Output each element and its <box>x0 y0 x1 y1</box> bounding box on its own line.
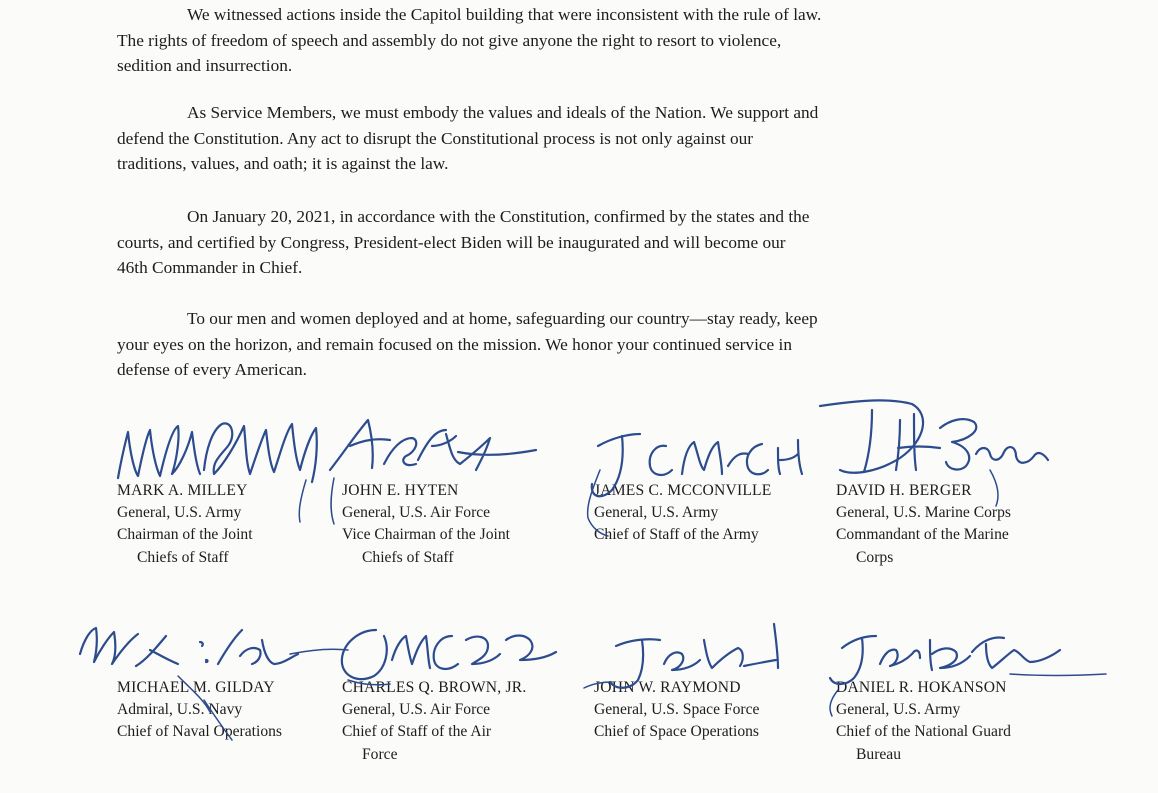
signatory-rank: General, U.S. Army <box>836 701 961 719</box>
signatory-title: Chiefs of Staff <box>362 548 454 566</box>
signatory-rank: Admiral, U.S. Navy <box>117 701 243 719</box>
paragraph-line: defense of every American. <box>117 360 308 379</box>
signature-block-mcconville <box>594 480 834 547</box>
signatory-title: Chief of Space Operations <box>594 723 759 741</box>
signatory-rank: General, U.S. Space Force <box>594 701 760 719</box>
paragraph-line: courts, and certified by Congress, President-elect Biden will be inaugurated and will become our <box>117 232 786 252</box>
paragraph-line: We witnessed actions inside the Capitol building that were inconsistent with the rule of law. <box>187 5 822 24</box>
signatory-title: Chief of Staff of the Air <box>342 723 492 741</box>
signatory-name: JAMES C. MCCONVILLE <box>594 482 772 499</box>
signatory-rank: General, U.S. Marine Corps <box>836 504 1011 522</box>
paragraph-line: your eyes on the horizon, and remain focused on the mission. We honor your continued service in <box>117 334 792 354</box>
letter-paragraph <box>117 100 1017 177</box>
signatory-title: Corps <box>856 548 894 566</box>
signature-block-brown <box>342 677 582 766</box>
signatory-name: JOHN W. RAYMOND <box>594 679 741 696</box>
paragraph-line: 46th Commander in Chief. <box>117 258 303 277</box>
signatory-title: Chief of the National Guard <box>836 723 1011 741</box>
signatory-name: MARK A. MILLEY <box>117 482 248 499</box>
signatory-name: MICHAEL M. GILDAY <box>117 679 275 696</box>
signatory-rank: General, U.S. Air Force <box>342 504 491 522</box>
signatory-rank: General, U.S. Air Force <box>342 701 491 719</box>
signatory-name: JOHN E. HYTEN <box>342 482 459 499</box>
signatory-title: Chief of Staff of the Army <box>594 526 759 544</box>
signature-block-milley <box>117 480 357 569</box>
signatory-name: CHARLES Q. BROWN, JR. <box>342 679 527 696</box>
signatory-title: Force <box>362 745 398 763</box>
signatory-title: Chief of Naval Operations <box>117 723 282 741</box>
signatory-title: Chairman of the Joint <box>117 526 253 544</box>
signature-block-berger <box>836 480 1076 569</box>
signatory-rank: General, U.S. Army <box>594 504 719 522</box>
letter-paragraph <box>117 204 1017 281</box>
paragraph-line: sedition and insurrection. <box>117 56 293 75</box>
letter-paragraph <box>117 2 1017 79</box>
paragraph-line: traditions, values, and oath; it is against the law. <box>117 154 449 173</box>
paragraph-line: To our men and women deployed and at home, safeguarding our country—stay ready, keep <box>187 309 818 328</box>
paragraph-line: defend the Constitution. Any act to disrupt the Constitutional process is not only against our <box>117 128 753 148</box>
signature-block-gilday <box>117 677 357 744</box>
signatory-name: DANIEL R. HOKANSON <box>836 679 1007 696</box>
signature-block-hokanson <box>836 677 1076 766</box>
signatory-title: Commandant of the Marine <box>836 526 1009 544</box>
signatory-rank: General, U.S. Army <box>117 504 242 522</box>
letter-paragraph <box>117 306 1017 383</box>
signatory-title: Chiefs of Staff <box>137 548 229 566</box>
signatory-title: Bureau <box>856 745 902 763</box>
paragraph-line: The rights of freedom of speech and assembly do not give anyone the right to resort to violence, <box>117 30 782 50</box>
signatory-name: DAVID H. BERGER <box>836 482 972 499</box>
signature-block-raymond <box>594 677 834 744</box>
paragraph-line: As Service Members, we must embody the values and ideals of the Nation. We support and <box>187 103 819 122</box>
signatory-title: Vice Chairman of the Joint <box>342 526 510 544</box>
signature-block-hyten <box>342 480 582 569</box>
paragraph-line: On January 20, 2021, in accordance with the Constitution, confirmed by the states and the <box>187 207 810 226</box>
